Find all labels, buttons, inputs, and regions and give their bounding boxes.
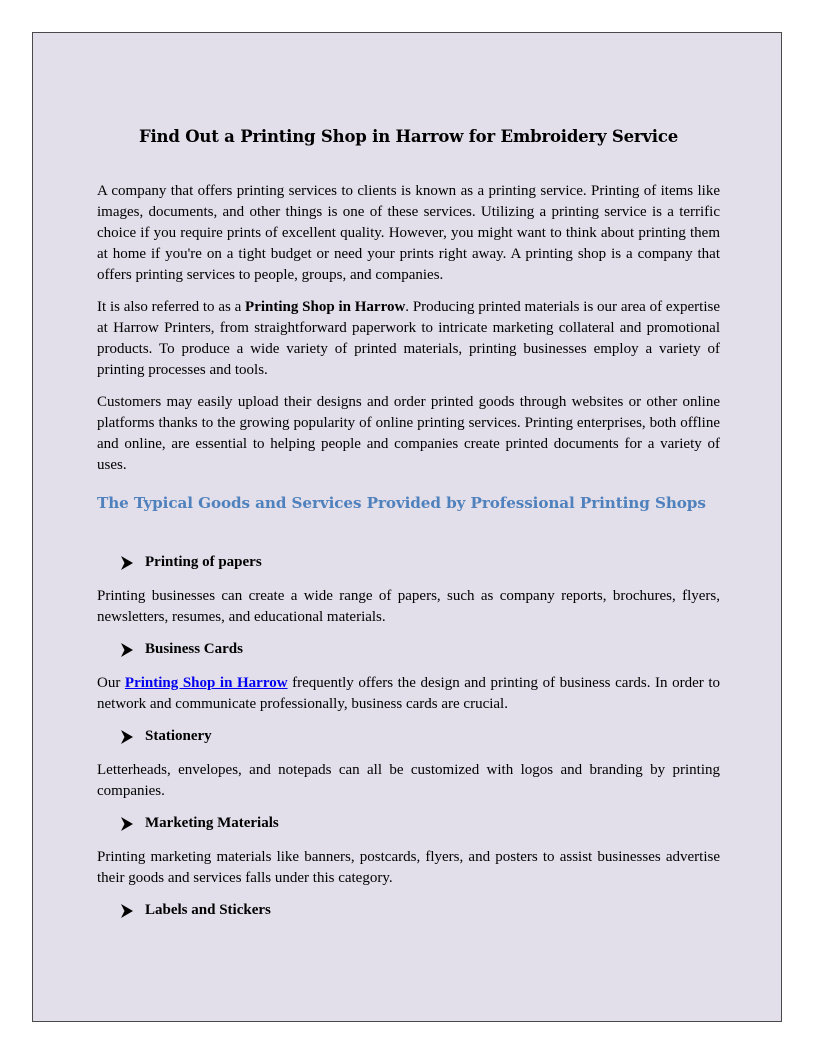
bold-keyword: Printing Shop in Harrow bbox=[245, 299, 406, 315]
item-text: Our bbox=[97, 675, 125, 691]
paragraph-printing-shop bbox=[97, 297, 720, 381]
item-description: Printing businesses can create a wide range of papers, such as company reports, brochures, flyers, newsletters, resumes, and educational materials. bbox=[97, 588, 720, 625]
item-heading-text: Printing of papers bbox=[145, 554, 262, 570]
item-description bbox=[97, 673, 720, 715]
item-description: Letterheads, envelopes, and notepads can all be customized with logos and branding by printing companies. bbox=[97, 762, 720, 799]
document-page bbox=[32, 32, 782, 1022]
item-heading-text: Stationery bbox=[145, 728, 212, 744]
list-item-heading bbox=[120, 813, 720, 834]
arrowhead-bullet-icon bbox=[120, 816, 134, 832]
list-item-heading bbox=[120, 900, 720, 921]
arrowhead-bullet-icon bbox=[120, 642, 134, 658]
section-heading: The Typical Goods and Services Provided by Professional Printing Shops bbox=[97, 494, 706, 512]
item-text: frequently offers the design and printing of business cards. In order to network and communicate professionally, business cards are crucial. bbox=[97, 675, 720, 712]
document-content bbox=[97, 125, 720, 934]
intro-paragraph: A company that offers printing services to clients is known as a printing service. Printing of items like images, documents, and other things is one of these services. Utilizing a printing service is a terrific choice if you require prints of excellent quality. However, you might want to think about printing them at home if you're on a tight budget or need your prints right away. A printing shop is a company that offers printing services to people, groups, and companies. bbox=[97, 183, 720, 283]
arrowhead-bullet-icon bbox=[120, 555, 134, 571]
arrowhead-bullet-icon bbox=[120, 903, 134, 919]
paragraph-text: . Producing printed materials is our area of expertise at Harrow Printers, from straightforward paperwork to intricate marketing collateral and promotional products. To produce a wide variety of printed materials, printing businesses employ a variety of printing processes and tools. bbox=[97, 299, 720, 378]
paragraph-text: It is also referred to as a bbox=[97, 299, 246, 315]
item-heading-text: Labels and Stickers bbox=[145, 902, 271, 918]
item-description: Printing marketing materials like banners, postcards, flyers, and posters to assist businesses advertise their goods and services falls under this category. bbox=[97, 849, 720, 886]
item-heading-text: Marketing Materials bbox=[145, 815, 279, 831]
list-item-heading bbox=[120, 639, 720, 660]
arrowhead-bullet-icon bbox=[120, 729, 134, 745]
item-heading-text: Business Cards bbox=[145, 641, 243, 657]
printing-shop-link[interactable]: Printing Shop in Harrow bbox=[124, 675, 288, 691]
paragraph-online-printing: Customers may easily upload their designs and order printed goods through websites or other online platforms thanks to the growing popularity of online printing services. Printing enterprises, both offline and online, are essential to helping people and companies create printed documents for a variety of uses. bbox=[97, 394, 720, 473]
page-title: Find Out a Printing Shop in Harrow for Embroidery Service bbox=[138, 127, 679, 146]
list-item-heading bbox=[120, 726, 720, 747]
list-item-heading bbox=[120, 552, 720, 573]
